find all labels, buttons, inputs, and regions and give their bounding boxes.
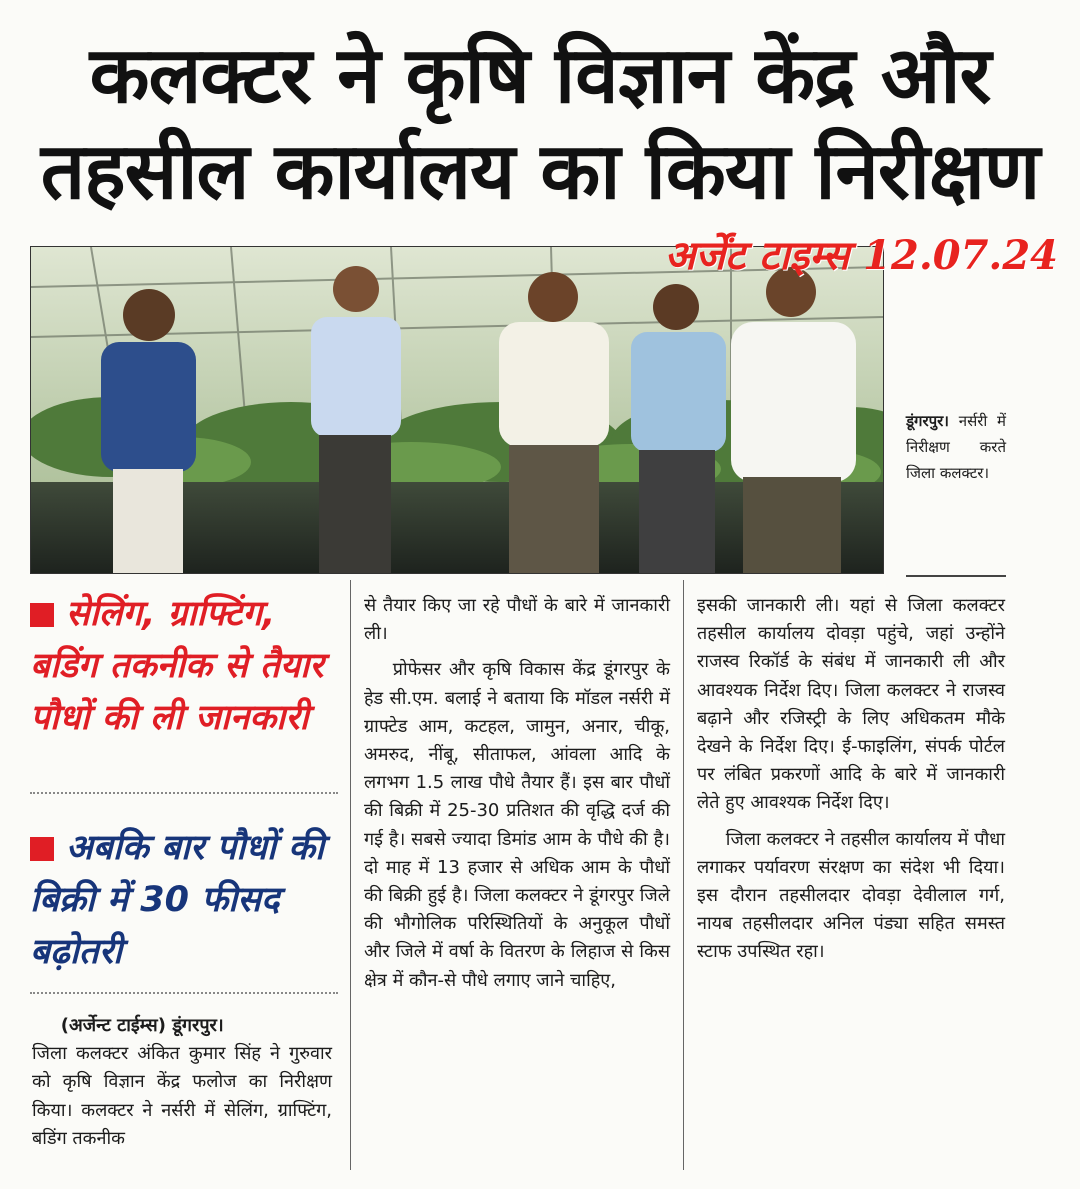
photo-caption [906,408,1006,486]
red-square-bullet-icon [30,603,54,627]
dotted-divider [30,792,338,794]
highlight-2-text: अबकि बार पौधों की बिक्री में 30 फीसद बढ़ोतरी [30,828,325,972]
dotted-divider [30,992,338,994]
highlight-1 [30,588,338,744]
highlight-1-text: सेलिंग, ग्राफ्टिंग, बडिंग तकनीक से तैयार पौधों की ली जानकारी [30,594,324,738]
article-column-1 [32,1012,332,1153]
caption-divider [906,575,1006,577]
nursery-photo-illustration [31,247,883,573]
headline-line-2: तहसील कार्यालय का किया निरीक्षण [40,127,1040,217]
column-1-text: जिला कलक्टर अंकित कुमार सिंह ने गुरुवार को कृषि विज्ञान केंद्र फलोज का निरीक्षण किया। कलक्टर ने नर्सरी में सेलिंग, ग्राफ्टिंग, बडिंग तकनीक [32,1043,332,1149]
red-square-bullet-icon [30,837,54,861]
column-2-paragraph-1: से तैयार किए जा रहे पौधों के बारे में जानकारी ली। [364,595,670,645]
column-divider [683,580,684,1170]
caption-place: डूंगरपुर। [906,412,949,430]
headline [20,28,1060,220]
dateline: (अर्जेन्ट टाईम्स) डूंगरपुर। [60,1015,224,1036]
article-column-2 [364,592,670,995]
nursery-photo [30,246,884,574]
highlight-2 [30,822,338,978]
column-divider [350,580,351,1170]
column-3-paragraph-1: इसकी जानकारी ली। यहां से जिला कलक्टर तहसील कार्यालय दोवड़ा पहुंचे, जहां उन्होंने राजस्व रिकॉर्ड के संबंध में जानकारी ली और आवश्यक निर्देश दिए। जिला कलक्टर ने राजस्व बढ़ाने और रजिस्ट्री के लिए अधिकतम मौके देखने के निर्देश दिए। ई-फाइलिंग, संपर्क पोर्टल पर लंबित प्रकरणों आदि के बारे में जानकारी लेते हुए आवश्यक निर्देश दिए। [697,595,1005,814]
column-2-paragraph-2: प्रोफेसर और कृषि विकास केंद्र डूंगरपुर के हेड सी.एम. बलाई ने बताया कि मॉडल नर्सरी में ग्राफ्टेड आम, कटहल, जामुन, अनार, चीकू, अमरुद, नींबू, सीताफल, आंवला आदि के लगभग 1.5 लाख पौधे तैयार हैं। इस बार पौधों की बिक्री में 25-30 प्रतिशत की वृद्धि दर्ज की गई है। सबसे ज्यादा डिमांड आम के पौधे की है। दो माह में 13 हजार से अधिक आम के पौधों की बिक्री हुई है। जिला कलक्टर ने डूंगरपुर जिले की भौगोलिक परिस्थितियों के अनुकूल पौधों और जिले में वर्षा के वितरण के लिहाज से किस क्षेत्र में कौन-से पौधे लगाए जाने चाहिए, [364,659,670,991]
caption-text: नर्सरी में निरीक्षण करते जिला कलक्टर। [906,412,1006,482]
headline-line-1: कलक्टर ने कृषि विज्ञान केंद्र और [89,31,991,121]
column-3-paragraph-2: जिला कलक्टर ने तहसील कार्यालय में पौधा लगाकर पर्यावरण संरक्षण का संदेश भी दिया। इस दौरान तहसीलदार दोवड़ा देवीलाल गर्ग, नायब तहसीलदार अनिल पंड्या सहित समस्त स्टाफ उपस्थित रहा। [697,828,1005,963]
newspaper-stamp: अर्जेंट टाइम्स 12.07.24 [664,232,1058,279]
article-column-3 [697,592,1005,967]
